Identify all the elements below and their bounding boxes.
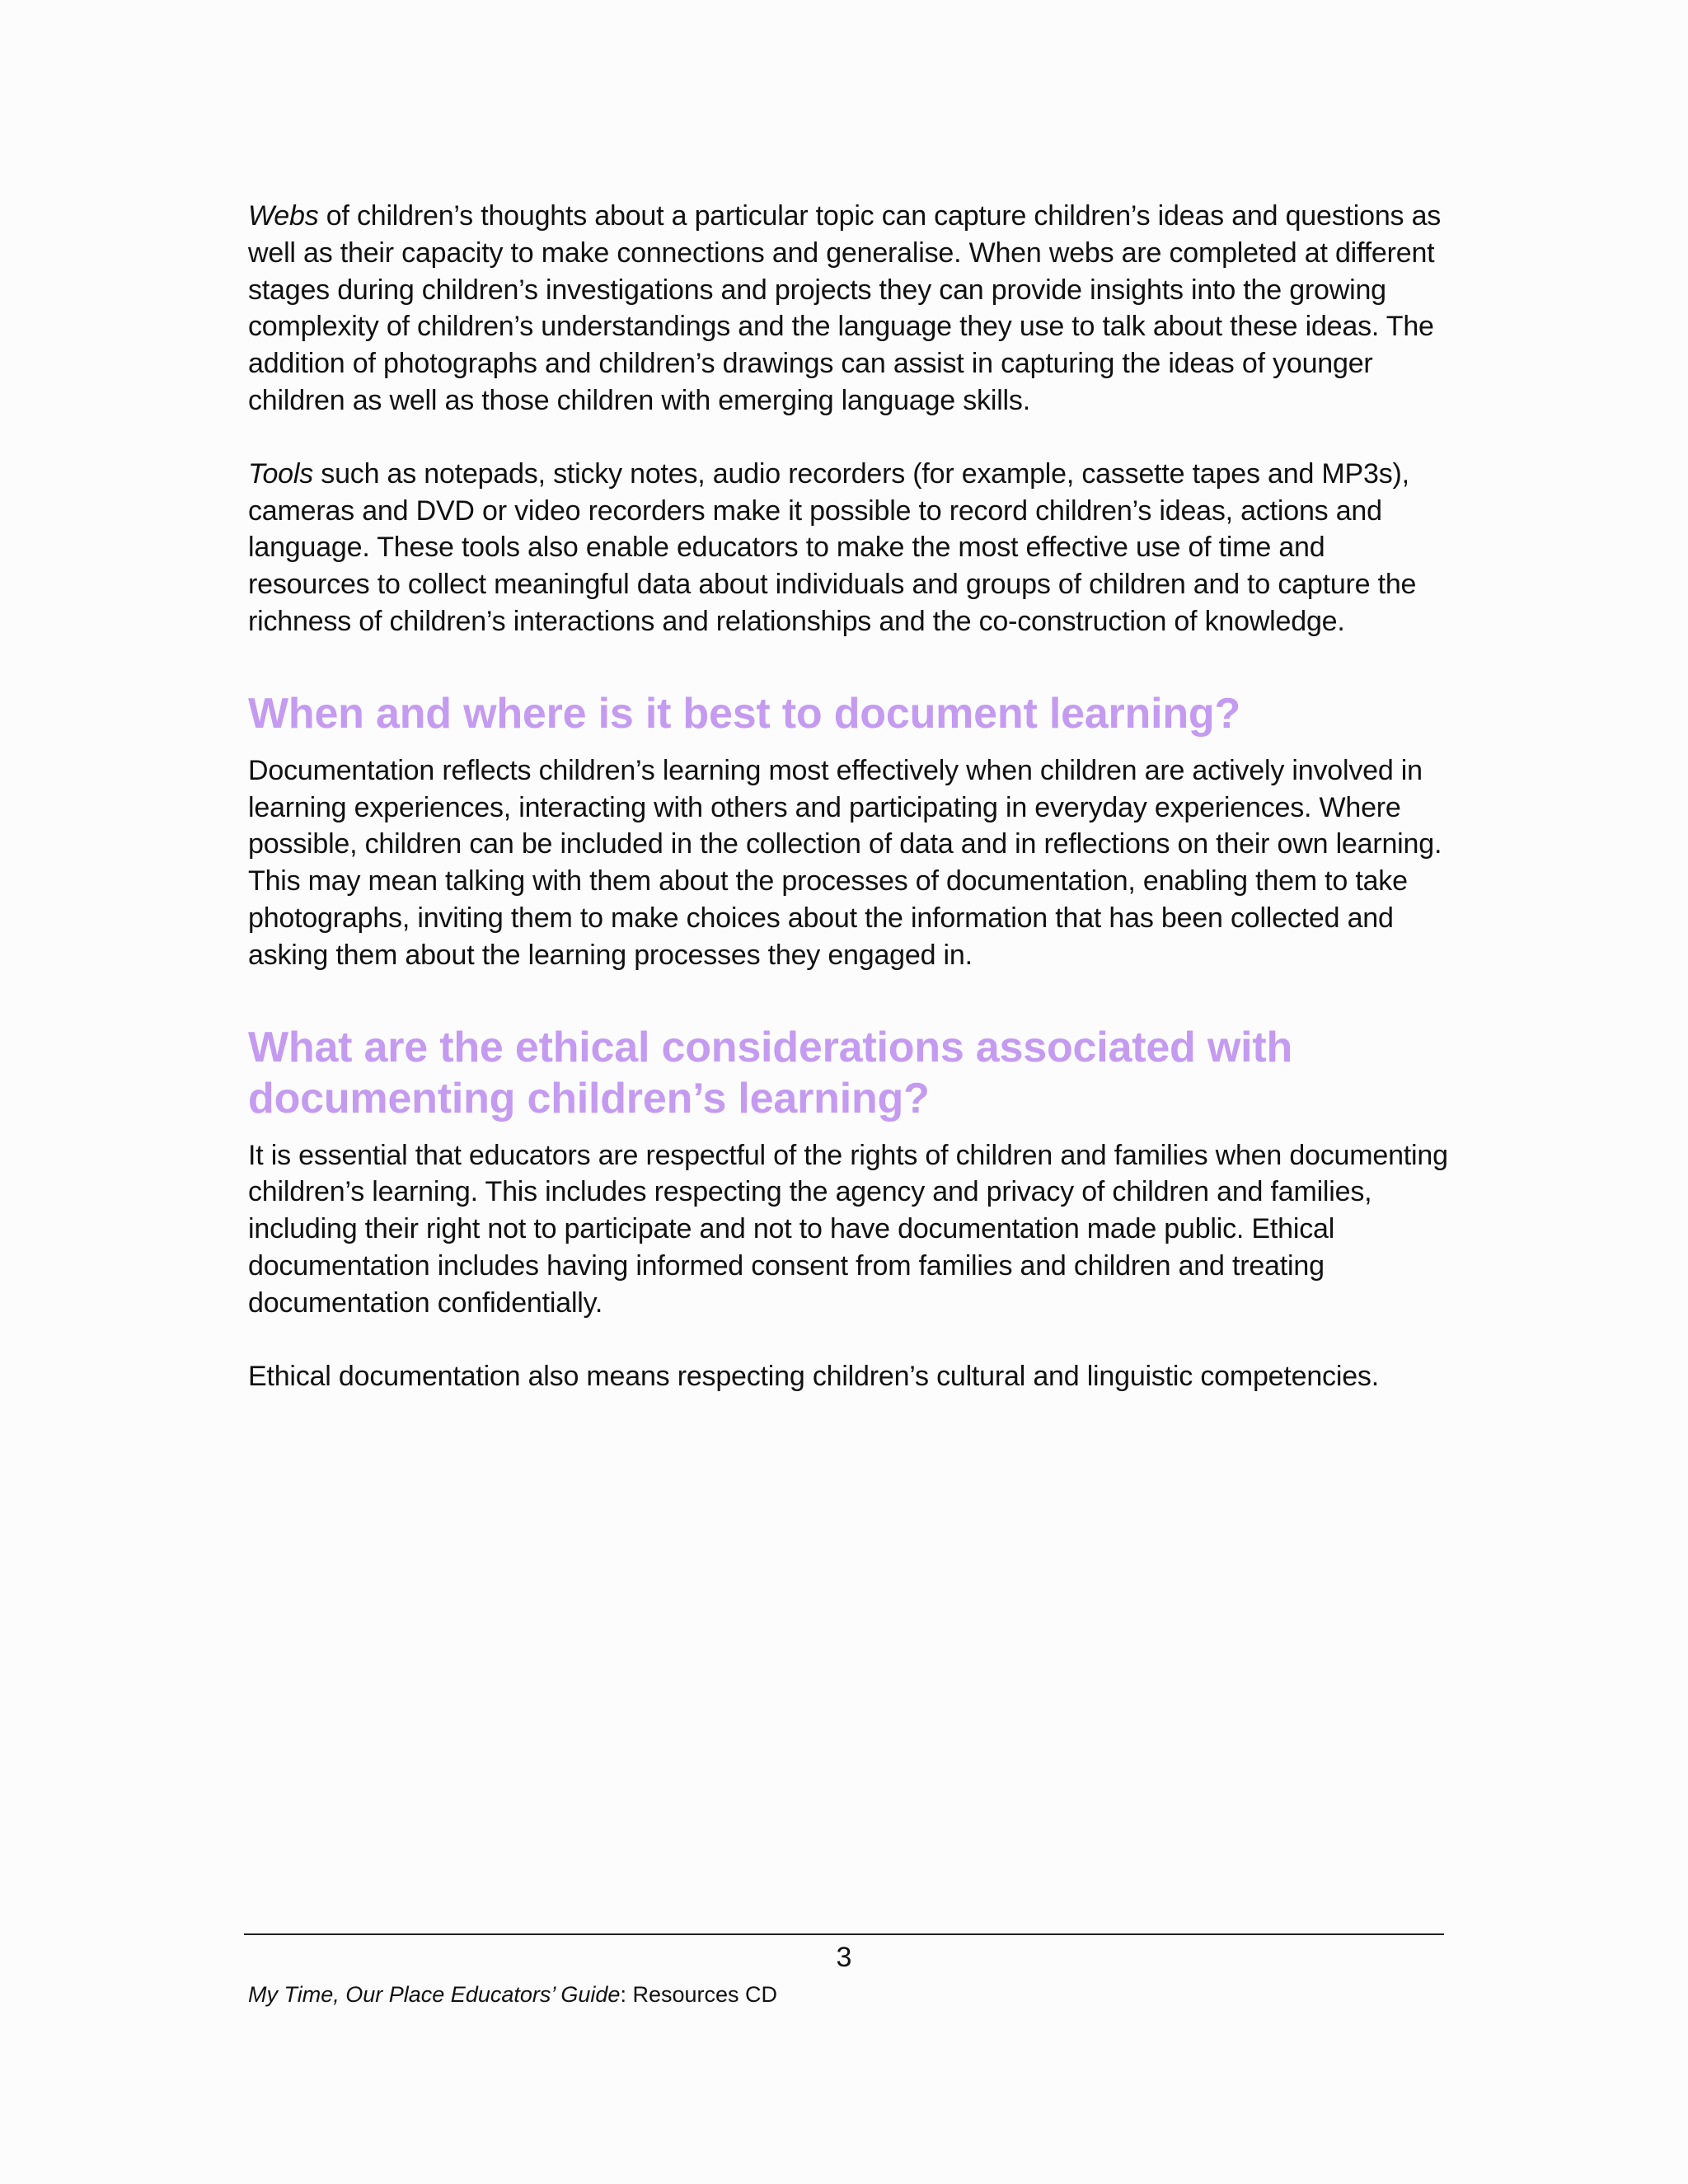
section-heading-when-where: When and where is it best to document learning? (248, 689, 1241, 738)
tools-paragraph-text: such as notepads, sticky notes, audio recorders (for example, cassette tapes and MP3s), cameras and DVD or video recorders make it possible to record children’s ideas, actions and language. These tools also enable educators to make the most effective use of time and resources to collect meaningful data about individuals and groups of children and to capture the richness of children’s interactions and relationships and the co-construction of knowledge. (248, 457, 1417, 637)
tools-lead-term: Tools (248, 457, 314, 490)
when-where-paragraph: Documentation reflects children’s learning most effectively when children are actively involved in learning experiences, interacting with others and participating in everyday experiences. Where possible, children can be included in the collection of data and in reflections on their own learning. This may mean talking with them about the processes of documentation, enabling them to take photographs, inviting them to make choices about the information that has been collected and asking them about the learning processes they engaged in. (248, 754, 1442, 971)
page-number: 3 (836, 1942, 852, 1973)
footer-caption (248, 1980, 777, 2009)
footer-divider (244, 1933, 1444, 1935)
ethical-paragraph-2: Ethical documentation also means respecting children’s cultural and linguistic competencies. (248, 1360, 1379, 1392)
webs-paragraph (248, 198, 1451, 419)
footer-guide-title: My Time, Our Place Educators’ Guide (248, 1982, 621, 2007)
tools-paragraph (248, 456, 1451, 640)
webs-paragraph-text: of children’s thoughts about a particular topic can capture children’s ideas and questions as well as their capacity to make connections and generalise. When webs are completed at different stages during children’s investigations and projects they can provide insights into the growing complexity of children’s understandings and the language they use to talk about these ideas. The addition of photographs and children’s drawings can assist in capturing the ideas of younger children as well as those children with emerging language skills. (248, 200, 1442, 416)
section-heading-ethical: What are the ethical considerations associated with documenting children’s learning? (248, 1023, 1293, 1122)
document-body (248, 198, 1451, 1431)
footer-separator: : (620, 1982, 633, 2007)
ethical-paragraph-1: It is essential that educators are respectful of the rights of children and families when documenting children’s learning. This includes respecting the agency and privacy of children and families, including their right not to participate and not to have documentation made public. Ethical documentation includes having informed consent from families and children and treating documentation confidentially. (248, 1139, 1448, 1319)
webs-lead-term: Webs (248, 200, 319, 232)
footer-subtitle: Resources CD (632, 1982, 778, 2007)
